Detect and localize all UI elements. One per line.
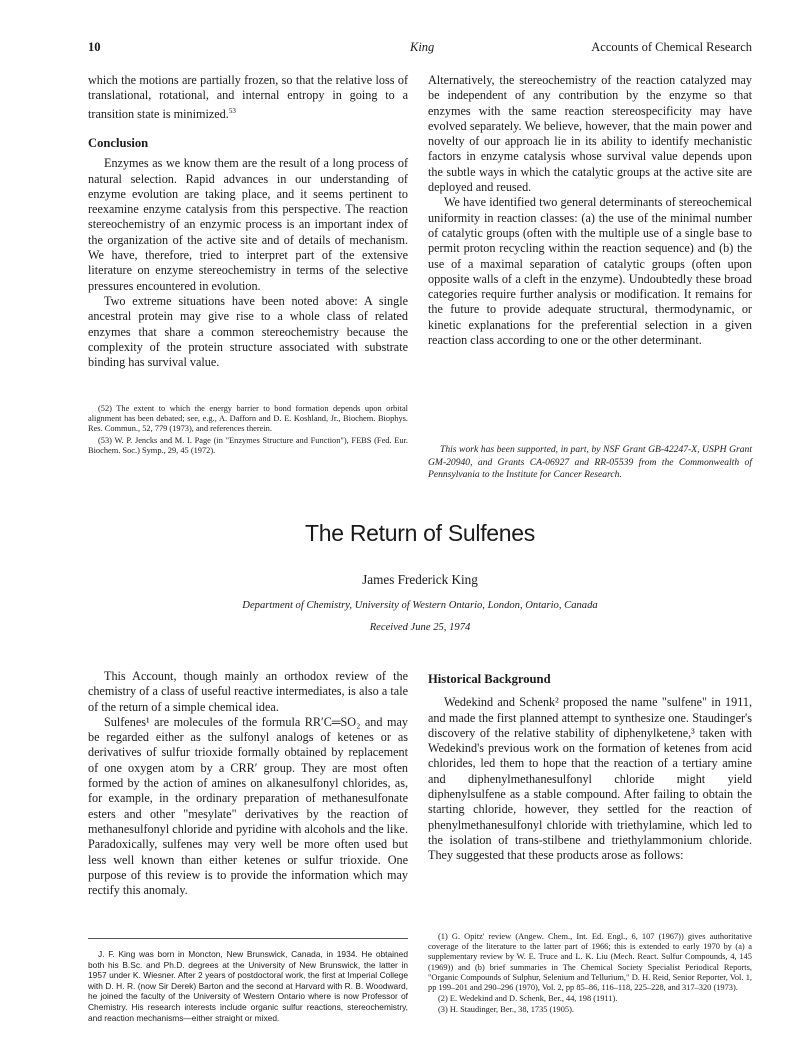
article-affiliation: Department of Chemistry, University of Western Ontario, London, Ontario, Canada <box>242 600 598 611</box>
prev-footnotes <box>88 404 408 457</box>
paragraph: Enzymes as we know them are the result of a long process of natural selection. Rapid advances in our understanding of enzyme evolution are taking place, and it seems pertinent to reexamine enzyme catalysis from this perspective. The reaction stereochemistry of an enzymic process is an important index of the organization of the active site and of details of mechanism. We have, therefore, tried to interpret part of the extensive literature on enzyme stereochemistry in terms of the selective pressures encountered in evolution. <box>88 156 408 293</box>
running-header <box>88 40 752 56</box>
journal-name: Accounts of Chemical Research <box>591 40 752 54</box>
received-date: Received June 25, 1974 <box>369 622 471 633</box>
paragraph: This Account, though mainly an orthodox review of the chemistry of a class of useful reactive intermediates, is also a tale of the return of a simple chemical idea. <box>88 669 408 714</box>
section-heading-historical-background: Historical Background <box>428 672 551 686</box>
paragraph: We have identified two general determinants of stereochemical uniformity in reaction classes: (a) the use of the minimal number of catalytic groups (often with the multiple use of a single base to permit proton recycling within the reaction sequence) and (b) the use of a maximal separation of catalytic groups (often upon opposite walls of a cleft in the enzyme). Undoubtedly these broad categories require further analysis or modification. It remains for the future to provide adequate structural, thermodynamic, or kinetic explanations for the preferential selection in a given reaction class according to one or the other determinant. <box>428 195 752 348</box>
article-footnotes <box>428 932 752 1017</box>
paragraph: which the motions are partially frozen, so that the relative loss of translational, rotational, and internal entropy in going to a transition state is minimized.$^{53}$ <box>88 73 408 121</box>
footnote: (1) G. Opitz' review (Angew. Chem., Int. Ed. Engl., 6, 107 (1967)) gives authoritative coverage of the literature to the latter part of 1966; this is extended to early 1970 by (a) a supplementary review by W. E. Truce and L. K. Liu (Mech. React. Sulfur Compounds, 4, 145 (1969)) and (b) brief summaries in The Chemical Society Specialist Periodical Reports, "Organic Compounds of Sulphur, Selenium and Tellurium," D. H. Reid, Senior Reporter, Vol. 1, pp 199–201 and 290–296 (1970), Vol. 2, pp 85–86, 116–118, 225–228, and 317–320 (1973). <box>428 932 752 993</box>
bio-divider <box>88 938 408 939</box>
running-author: King <box>410 40 435 54</box>
footnote: (3) H. Staudinger, Ber., 38, 1735 (1905). <box>438 1005 574 1015</box>
paragraph: Wedekind and Schenk² proposed the name "sulfene" in 1911, and made the first planned attempt to synthesize one. Staudinger's discovery of the relative stability of diphenylketene,³ taken with Wedekind's previous work on the formation of ketenes from acid chlorides, led them to hope that the reaction of a tertiary amine and diphenylmethanesulfonyl chloride might yield diphenylsulfene as a stable compound. After failing to obtain the starting chloride, however, they settled for the reaction of phenylmethanesulfonyl chloride with triethylamine, which led to the isolation of trans-stilbene and triethylammonium chloride. They suggested that these products arose as follows: <box>428 695 752 863</box>
paragraph: Two extreme situations have been noted above: A single ancestral protein may give rise to a whole class of related enzymes that share a common stereochemistry because the complexity of the protein structure associated with substrate binding has survival value. <box>88 293 408 370</box>
article-title: The Return of Sulfenes <box>305 520 535 546</box>
page-number: 10 <box>88 40 101 54</box>
footnote: (52) The extent to which the energy barrier to bond formation depends upon orbital alignment has been debated; see, e.g., A. Dafforn and D. E. Koshland, Jr., Biochem. Biophys. Res. Commun., 52, 779 (1973), and references therein. <box>88 404 408 434</box>
footnote: (53) W. P. Jencks and M. I. Page (in "Enzymes Structure and Function"), FEBS (Fed. Eur. Biochem. Soc.) Symp., 29, 45 (1972). <box>88 435 408 455</box>
reference-marker: 53 <box>228 106 236 115</box>
article-right-column <box>428 672 752 864</box>
prev-right-column <box>428 73 752 348</box>
footnote: (2) E. Wedekind and D. Schenk, Ber., 44, 198 (1911). <box>438 994 618 1004</box>
prev-left-column <box>88 73 408 370</box>
article-author: James Frederick King <box>362 572 478 587</box>
article-left-column <box>88 669 408 898</box>
paragraph: Sulfenes¹ are molecules of the formula RR′C═SO₂ and may be regarded either as the sulfonyl analogs of ketenes or as derivatives of sulfur trioxide formally obtained by replacement of one oxygen atom by a CRR′ group. They are most often formed by the action of amines on alkanesulfonyl chlorides, as, for example, in the ordinary preparation of methanesulfonate esters and other "mesylate" derivatives by the reaction of methanesulfonyl chloride and pyridine with alcohols and the like. Paradoxically, sulfenes may very well be more often used but less well known than either ketenes or sulfur trioxide. One purpose of this review is to provide the information which may rectify this anomaly. <box>88 714 408 898</box>
acknowledgment: This work has been supported, in part, by NSF Grant GB-42247-X, USPH Grant GM-20940, and Grants CA-06927 and RR-05539 from the Commonwealth of Pennsylvania to the Institute for Cancer Research. <box>428 444 752 481</box>
paragraph: Alternatively, the stereochemistry of the reaction catalyzed may be independent of any contribution by the enzyme so that enzymes with the same reaction stereospecificity may have evolved separately. We believe, however, that the main power and novelty of our approach lie in its ability to identify mechanistic factors in enzyme catalysis whose survival value depends upon the subtle ways in which the catalytic groups at the active site are deployed and reused. <box>428 73 752 195</box>
section-heading-conclusion: Conclusion <box>88 135 149 150</box>
bio-text: J. F. King was born in Moncton, New Brunswick, Canada, in 1934. He obtained both his B.Sc. and Ph.D. degrees at the University of New Brunswick, the latter in 1957 under K. Wiesner. After 2 years of postdoctoral work, the first at Imperial College with D. H. R. (now Sir Derek) Barton and the second at Harvard with R. B. Woodward, he joined the faculty of the University of Western Ontario where is now Professor of Chemistry. His research interests include organic sulfur reactions, stereochemistry, and reaction mechanisms—either straight or mixed. <box>88 949 408 1023</box>
author-biography <box>88 949 408 1023</box>
